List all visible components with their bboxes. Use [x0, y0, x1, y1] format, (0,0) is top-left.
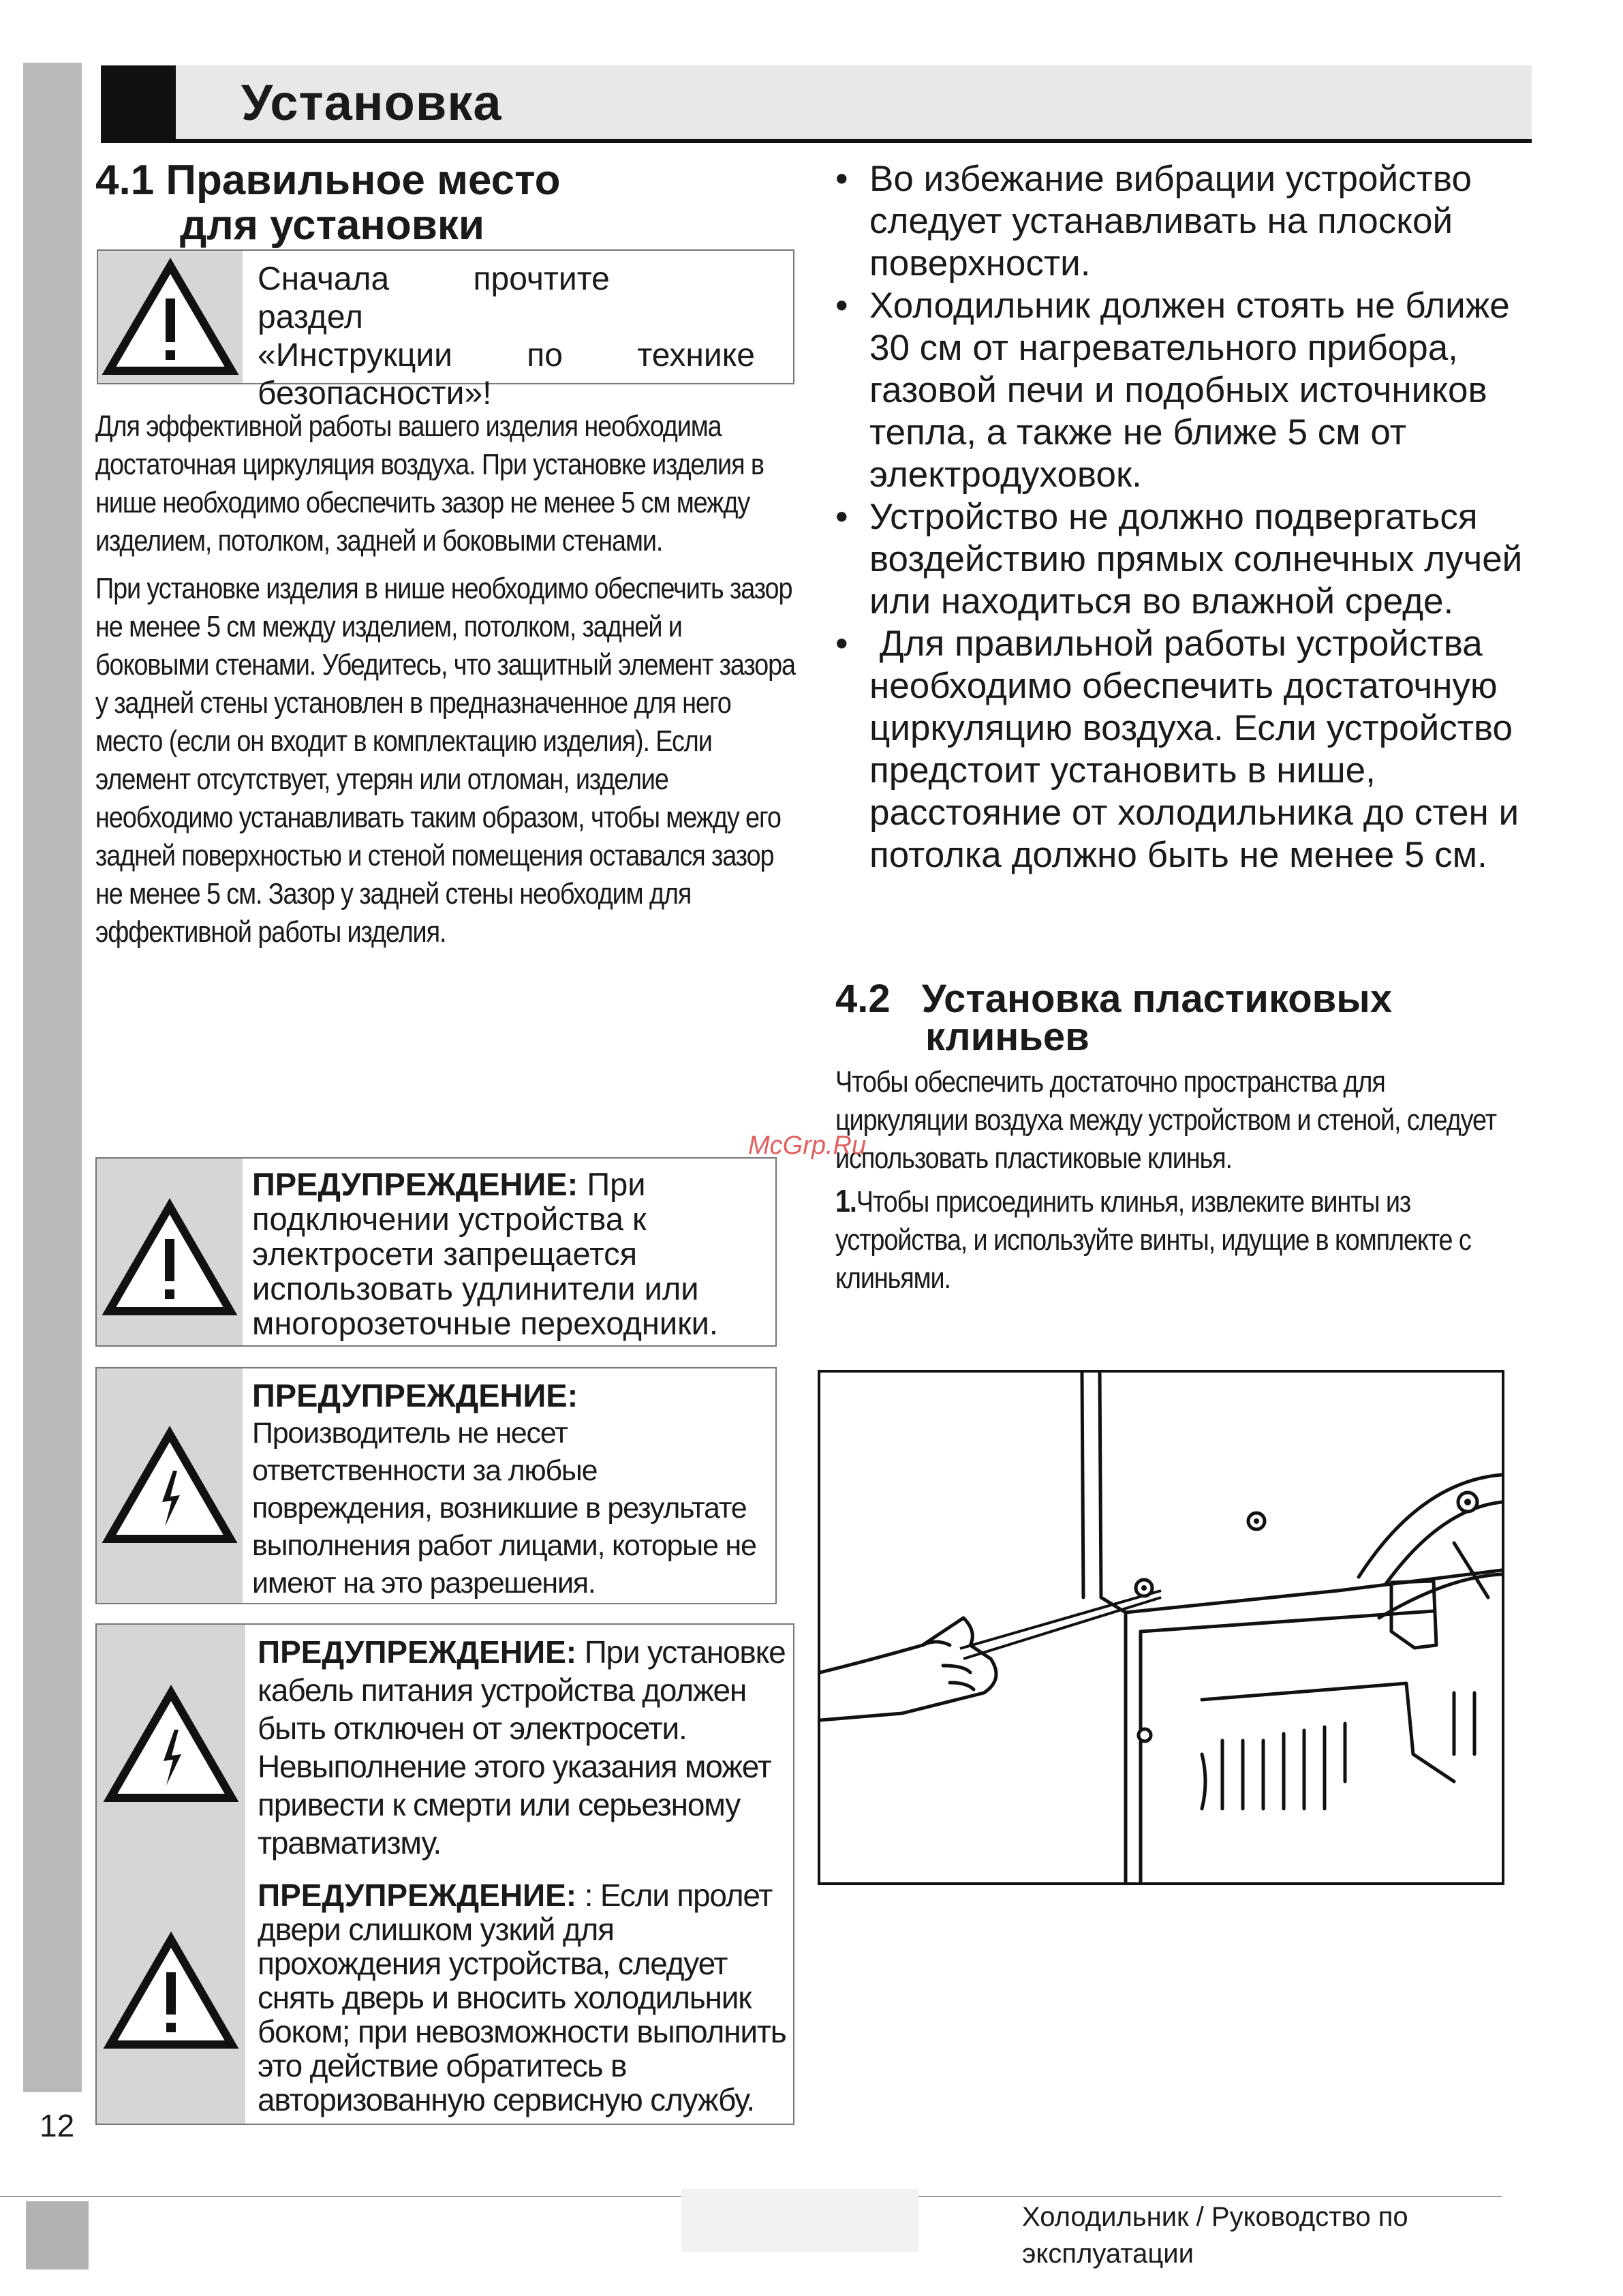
section-4-2-title [835, 977, 1393, 1059]
warning-label: ПРЕДУПРЕЖДЕНИЕ: [252, 1166, 578, 1202]
header-black-block [101, 65, 176, 143]
warning-body: При установке кабель питания устройства должен быть отключен от электросети. Невыполнение этого указания может привести к смерти или серьезному травматизму. [258, 1634, 786, 1861]
bullet-item [835, 285, 1551, 496]
warning-box-1 [95, 1157, 777, 1347]
section-title-line2: клиньев [925, 1015, 1089, 1059]
section-title-text: Установка пластиковых [921, 977, 1393, 1021]
warning-label: ПРЕДУПРЕЖДЕНИЕ: [258, 1878, 577, 1913]
bullet-text: Устройство не должно подвергаться воздействию прямых солнечных лучей или находиться во влажной среде. [869, 497, 1523, 622]
bullet-text: Для правильной работы устройства необходимо обеспечить достаточную циркуляцию воздуха. Если устройство предстоит установить в нише, расстояние от холодильника до стен и потолка должно быть не менее 5 см. [869, 624, 1529, 875]
paragraph-2: При установке изделия в нише необходимо обеспечить зазор не менее 5 см между изделием, потолком, задней и боковыми стенами. Убедитесь, что защитный элемент зазора у задней стены установлен в предназначенное для него место (если он входит в комплектацию изделия). Если элемент отсутствует, утерян или отломан, изделие необходимо устанавливать таким образом, чтобы между его задней поверхностью и стеной помещения оставался зазор не менее 5 см. Зазор у задней стены необходим для эффективной работы изделия. [95, 572, 795, 949]
bullet-text: Во избежание вибрации устройство следует устанавливать на плоской поверхности. [869, 159, 1472, 284]
icon-cell [97, 1159, 243, 1345]
warning-box-2 [95, 1367, 777, 1604]
note-line-1-text: Сначала прочтите раздел [258, 261, 610, 335]
section-title-line1 [835, 977, 1393, 1021]
paragraph-1: Для эффективной работы вашего изделия необходима достаточная циркуляция воздуха. При установке изделия в нише необходимо обеспечить зазор не менее 5 см между изделием, потолком, задней и боковыми стенами. [95, 410, 764, 557]
bullet-item [835, 158, 1551, 285]
bullet-item [835, 496, 1551, 623]
note-line-2-text: «Инструкции по технике [258, 337, 755, 373]
section-4-1-title [95, 158, 561, 248]
watermark: McGrp.Ru [748, 1131, 867, 1160]
step-text: Чтобы присоединить клинья, извлеките винты из устройства, и используйте винты, идущие в комплекте с клиньями. [835, 1185, 1471, 1295]
warning-body: : Если пролет двери слишком узкий для прохождения устройства, следует снять дверь и вносить холодильник боком; при невозможности выполнить это действие обратитесь в авторизованную сервисную службу. [258, 1878, 786, 2117]
footer-line-1: Холодильник / Руководство по [1022, 2202, 1408, 2232]
step-1 [835, 1182, 1509, 1298]
footer-line-2: эксплуатации [1022, 2239, 1194, 2269]
icon-cell [97, 1368, 243, 1603]
bullet-dot: • [835, 159, 848, 199]
paragraph-1: Чтобы обеспечить достаточно пространства для циркуляции воздуха между устройством и стеной, следует использовать пластиковые клинья. [835, 1065, 1496, 1175]
wedge-installation-illustration [818, 1370, 1504, 1885]
warning-triangle-icon [98, 251, 243, 383]
section-4-1-body [95, 408, 799, 961]
note-line-3: безопасности»! [258, 376, 492, 412]
warning-2-text [252, 1377, 770, 1602]
electric-hazard-icon [97, 1625, 245, 1866]
safety-note-text [258, 260, 782, 413]
bullet-dot: • [835, 286, 848, 326]
section-4-2-body [835, 1063, 1509, 1307]
bullet-item [835, 623, 1551, 876]
electric-hazard-icon [97, 1368, 243, 1603]
warning-triangle-icon [97, 1159, 243, 1345]
warning-body: Производитель не несет ответственности за любые повреждения, возникшие в результате выполнения работ лицами, которые не имеют на это разрешения. [252, 1417, 756, 1599]
section-title-line2: для установки [180, 202, 484, 249]
section-title-line1: 4.1 Правильное место [95, 157, 561, 204]
bullet-dot: • [835, 497, 848, 537]
icon-cell [97, 1625, 245, 1866]
warning-label: ПРЕДУПРЕЖДЕНИЕ: [258, 1634, 577, 1670]
left-sidebar-bar [23, 63, 82, 2092]
icon-cell [98, 251, 243, 383]
icon-cell [97, 1865, 245, 2124]
warning-4-text [258, 1878, 792, 2117]
warning-1-text [252, 1167, 763, 1341]
bullet-dot: • [835, 624, 848, 664]
installation-bullets [835, 158, 1551, 876]
warning-box-4 [95, 1865, 794, 2125]
section-number: 4.2 [835, 977, 891, 1021]
warning-box-3 [95, 1623, 794, 1867]
note-line-1 [258, 260, 782, 337]
footer-title [1022, 2199, 1408, 2272]
footer-light-block [681, 2189, 918, 2252]
safety-note-box [97, 249, 794, 412]
warning-triangle-icon [97, 1865, 245, 2124]
fridge-back-drawing [820, 1373, 1502, 1882]
warning-label: ПРЕДУПРЕЖДЕНИЕ: [252, 1377, 578, 1413]
bullet-text: Холодильник должен стоять не ближе 30 см от нагревательного прибора, газовой печи и подобных источников тепла, а также не ближе 5 см от электродуховок. [869, 286, 1510, 495]
footer-gray-square [26, 2201, 89, 2269]
page-title: Установка [241, 74, 502, 131]
warning-body: При подключении устройства к электросети запрещается использовать удлинители или многорозеточные переходники. [252, 1166, 718, 1341]
note-line-2 [258, 337, 782, 375]
warning-3-text [258, 1633, 789, 1862]
page-number: 12 [40, 2108, 75, 2143]
step-number: 1. [835, 1183, 856, 1219]
